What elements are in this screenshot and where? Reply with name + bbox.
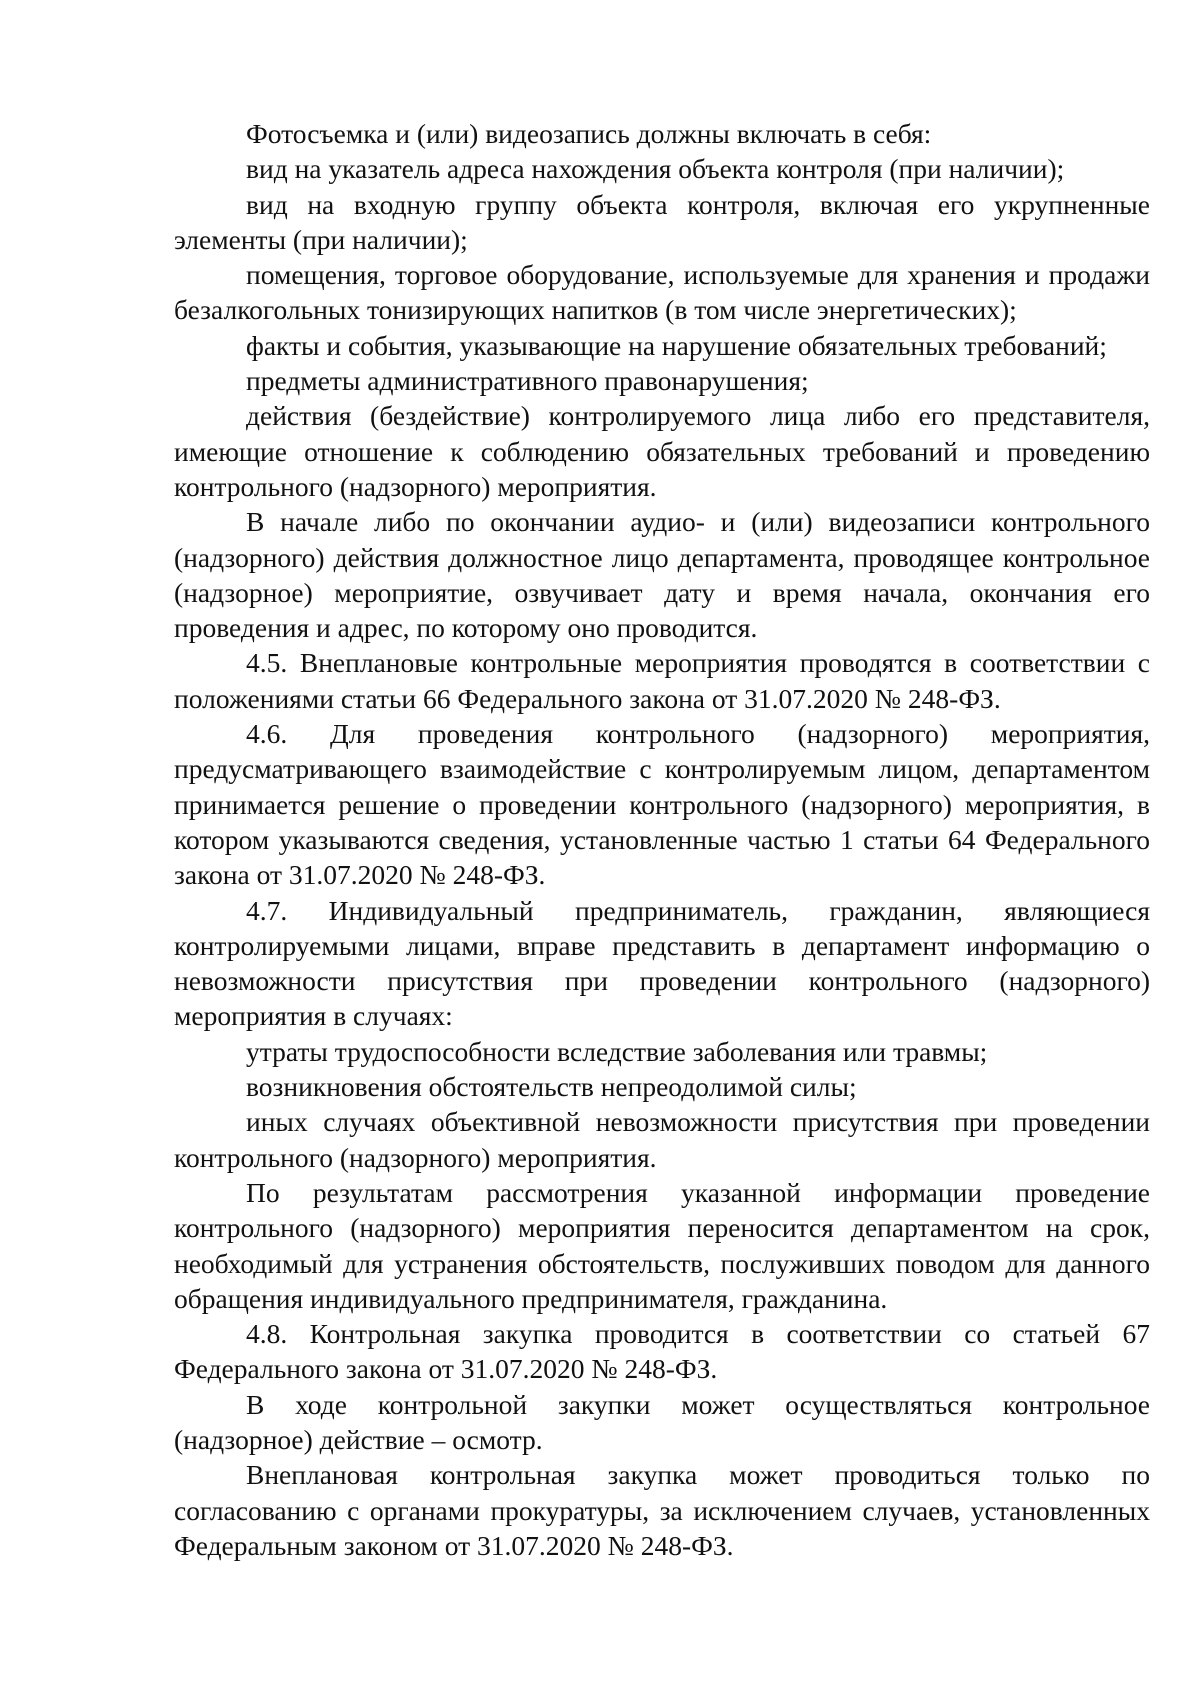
paragraph-4-5: 4.5. Внеплановые контрольные мероприятия проводятся в соответствии с положениями статьи 66 Федерального закона от 31.07.2020 № 248-ФЗ. bbox=[174, 647, 1150, 714]
paragraph-unscheduled-purchase: Внеплановая контрольная закупка может проводиться только по согласованию с органами прокуратуры, за исключением случаев, установленных Федеральным законом от 31.07.2020 № 248-ФЗ. bbox=[174, 1459, 1150, 1561]
paragraph-4-7: 4.7. Индивидуальный предприниматель, гражданин, являющиеся контролируемыми лицами, вправе представить в департамент информацию о невозможности присутствия при проведении контрольного (надзорного) мероприятия в случаях: bbox=[174, 894, 1150, 1032]
paragraph-photo-video-intro: Фотосъемка и (или) видеозапись должны включать в себя: bbox=[246, 118, 932, 149]
paragraph-postponement: По результатам рассмотрения указанной информации проведение контрольного (надзорного) мероприятия переносится департаментом на срок, необходимый для устранения обстоятельств, послуживших поводом для данного обращения индивидуального предпринимателя, гражданина. bbox=[174, 1176, 1150, 1314]
paragraph-4-8: 4.8. Контрольная закупка проводится в соответствии со статьей 67 Федерального закона от 31.07.2020 № 248-ФЗ. bbox=[174, 1318, 1150, 1385]
paragraph-other-cases: иных случаях объективной невозможности присутствия при проведении контрольного (надзорного) мероприятия. bbox=[174, 1106, 1150, 1173]
paragraph-premises: помещения, торговое оборудование, используемые для хранения и продажи безалкогольных тонизирующих напитков (в том числе энергетических); bbox=[174, 259, 1150, 326]
paragraph-facts-events: факты и события, указывающие на нарушение обязательных требований; bbox=[246, 329, 1107, 361]
paragraph-inspection: В ходе контрольной закупки может осуществляться контрольное (надзорное) действие – осмотр. bbox=[174, 1388, 1150, 1455]
paragraph-offense-items: предметы административного правонарушения; bbox=[246, 365, 809, 397]
paragraph-recording-start: В начале либо по окончании аудио- и (или) видеозаписи контрольного (надзорного) действия должностное лицо департамента, проводящее контрольное (надзорное) мероприятие, озвучивает дату и время начала, окончания его проведения и адрес, по которому оно проводится. bbox=[174, 506, 1150, 644]
paragraph-4-6: 4.6. Для проведения контрольного (надзорного) мероприятия, предусматривающего взаимодействие с контролируемым лицом, департаментом принимается решение о проведении контрольного (надзорного) мероприятия, в котором указываются сведения, установленные частью 1 статьи 64 Федерального закона от 31.07.2020 № 248-ФЗ. bbox=[174, 718, 1150, 891]
paragraph-actions: действия (бездействие) контролируемого лица либо его представителя, имеющие отношение к соблюдению обязательных требований и проведению контрольного (надзорного) мероприятия. bbox=[174, 400, 1150, 502]
document-body bbox=[174, 116, 1150, 1563]
paragraph-entrance-group: вид на входную группу объекта контроля, включая его укрупненные элементы (при наличии); bbox=[174, 188, 1150, 255]
paragraph-force-majeure: возникновения обстоятельств непреодолимой силы; bbox=[246, 1071, 857, 1103]
paragraph-address-sign: вид на указатель адреса нахождения объекта контроля (при наличии); bbox=[246, 153, 1065, 185]
paragraph-disability: утраты трудоспособности вследствие заболевания или травмы; bbox=[246, 1035, 988, 1067]
